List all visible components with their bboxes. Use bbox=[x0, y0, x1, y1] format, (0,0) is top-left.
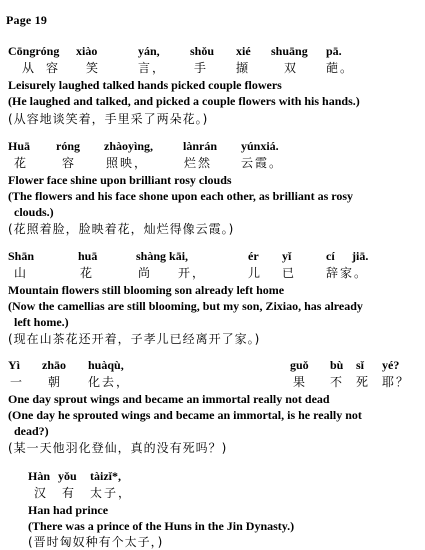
stanza-2-chinese-translation: (花照着脸，脸映着花，灿烂得像云霞。) bbox=[8, 222, 235, 236]
stanza-3-chinese-translation: (现在山茶花还开着，子孝儿已经离开了家。) bbox=[8, 332, 261, 346]
stanza-3-translation: (Now the camellias are still blooming, but my son, Zixiao, has already bbox=[8, 299, 363, 313]
hanzi-word: 辞家。 bbox=[326, 266, 369, 280]
pinyin-word: xié bbox=[236, 44, 251, 58]
hanzi-word: 尚 bbox=[138, 266, 153, 280]
pinyin-word: shuāng bbox=[271, 44, 308, 58]
hanzi-word: 手 bbox=[194, 61, 209, 75]
pinyin-word: yé? bbox=[382, 358, 400, 372]
hanzi-word: 言， bbox=[138, 61, 167, 75]
stanza-5-translation: (There was a prince of the Huns in the Jin Dynasty.) bbox=[28, 519, 295, 533]
hanzi-word: 花 bbox=[80, 266, 95, 280]
pinyin-word: tàizǐ*, bbox=[90, 469, 121, 483]
pinyin-word: cí bbox=[326, 249, 335, 263]
pinyin-word: Cōngróng bbox=[8, 44, 60, 58]
pinyin-word: zhàoyìng, bbox=[104, 139, 154, 153]
hanzi-word: 开， bbox=[178, 266, 207, 280]
pinyin-word: Yì bbox=[8, 358, 20, 372]
pinyin-word: huàqù, bbox=[88, 358, 124, 372]
stanza-3-gloss: Mountain flowers still blooming son already left home bbox=[8, 283, 285, 297]
stanza-1-gloss: Leisurely laughed talked hands picked couple flowers bbox=[8, 78, 282, 92]
hanzi-word: 有 bbox=[62, 486, 77, 500]
hanzi-word: 容 bbox=[46, 61, 61, 75]
hanzi-word: 已 bbox=[282, 266, 297, 280]
pinyin-word: xiào bbox=[76, 44, 98, 58]
pinyin-word: Hàn bbox=[28, 469, 51, 483]
pinyin-word: yúnxiá. bbox=[241, 139, 279, 153]
pinyin-word: róng bbox=[56, 139, 80, 153]
hanzi-word: 山 bbox=[14, 266, 29, 280]
pinyin-word: guǒ bbox=[290, 358, 309, 372]
pinyin-word: jiā. bbox=[352, 249, 369, 263]
pinyin-word: Shān bbox=[8, 249, 35, 263]
stanza-1-chinese-translation: (从容地谈笑着，手里采了两朵花。) bbox=[8, 112, 209, 126]
pinyin-word: pā. bbox=[326, 44, 342, 58]
stanza-2-translation-wrap: clouds.) bbox=[14, 205, 54, 219]
hanzi-word: 不 bbox=[330, 375, 345, 389]
stanza-5-chinese-translation: (晋时匈奴种有个太子，) bbox=[28, 535, 164, 549]
hanzi-word: 死 bbox=[356, 375, 371, 389]
pinyin-word: sǐ bbox=[356, 358, 365, 372]
stanza-4-translation: (One day he sprouted wings and became an immortal, is he really not bbox=[8, 408, 362, 422]
hanzi-word: 照映， bbox=[106, 156, 149, 170]
pinyin-word: ér bbox=[248, 249, 259, 263]
hanzi-word: 耶？ bbox=[382, 375, 411, 389]
hanzi-word: 儿 bbox=[248, 266, 263, 280]
hanzi-word: 朝 bbox=[48, 375, 63, 389]
hanzi-word: 化去， bbox=[88, 375, 131, 389]
pinyin-word: bù bbox=[330, 358, 344, 372]
stanza-5-gloss: Han had prince bbox=[28, 503, 109, 517]
stanza-2-translation: (The flowers and his face shone upon each other, as brilliant as rosy bbox=[8, 189, 354, 203]
hanzi-word: 从 bbox=[22, 61, 37, 75]
hanzi-word: 一 bbox=[10, 375, 25, 389]
pinyin-word: shǒu bbox=[190, 44, 215, 58]
hanzi-word: 容 bbox=[62, 156, 77, 170]
hanzi-word: 太子， bbox=[90, 486, 133, 500]
stanza-1-translation: (He laughed and talked, and picked a couple flowers with his hands.) bbox=[8, 94, 360, 108]
pinyin-word: huā bbox=[78, 249, 98, 263]
hanzi-word: 双 bbox=[284, 61, 299, 75]
hanzi-word: 葩。 bbox=[326, 61, 355, 75]
pinyin-word: zhāo bbox=[42, 358, 66, 372]
stanza-3-translation-wrap: left home.) bbox=[14, 315, 69, 329]
stanza-4-chinese-translation: (某一天他羽化登仙，真的没有死吗？) bbox=[8, 441, 228, 455]
pinyin-word: shàng kāi, bbox=[136, 249, 189, 263]
stanza-2-gloss: Flower face shine upon brilliant rosy clouds bbox=[8, 173, 232, 187]
page-number: Page 19 bbox=[6, 13, 48, 27]
stanza-4-translation-wrap: dead?) bbox=[14, 424, 49, 438]
hanzi-word: 果 bbox=[293, 375, 308, 389]
hanzi-word: 汉 bbox=[34, 486, 49, 500]
pinyin-word: yǒu bbox=[58, 469, 77, 483]
hanzi-word: 笑 bbox=[86, 61, 101, 75]
stanza-4-gloss: One day sprout wings and became an immortal really not dead bbox=[8, 392, 330, 406]
hanzi-word: 撷 bbox=[236, 61, 251, 75]
pinyin-word: lànrán bbox=[183, 139, 218, 153]
pinyin-word: yán, bbox=[138, 44, 160, 58]
hanzi-word: 花 bbox=[14, 156, 29, 170]
pinyin-word: yǐ bbox=[282, 249, 292, 263]
hanzi-word: 烂然 bbox=[184, 156, 213, 170]
pinyin-word: Huā bbox=[8, 139, 31, 153]
hanzi-word: 云霞。 bbox=[241, 156, 284, 170]
